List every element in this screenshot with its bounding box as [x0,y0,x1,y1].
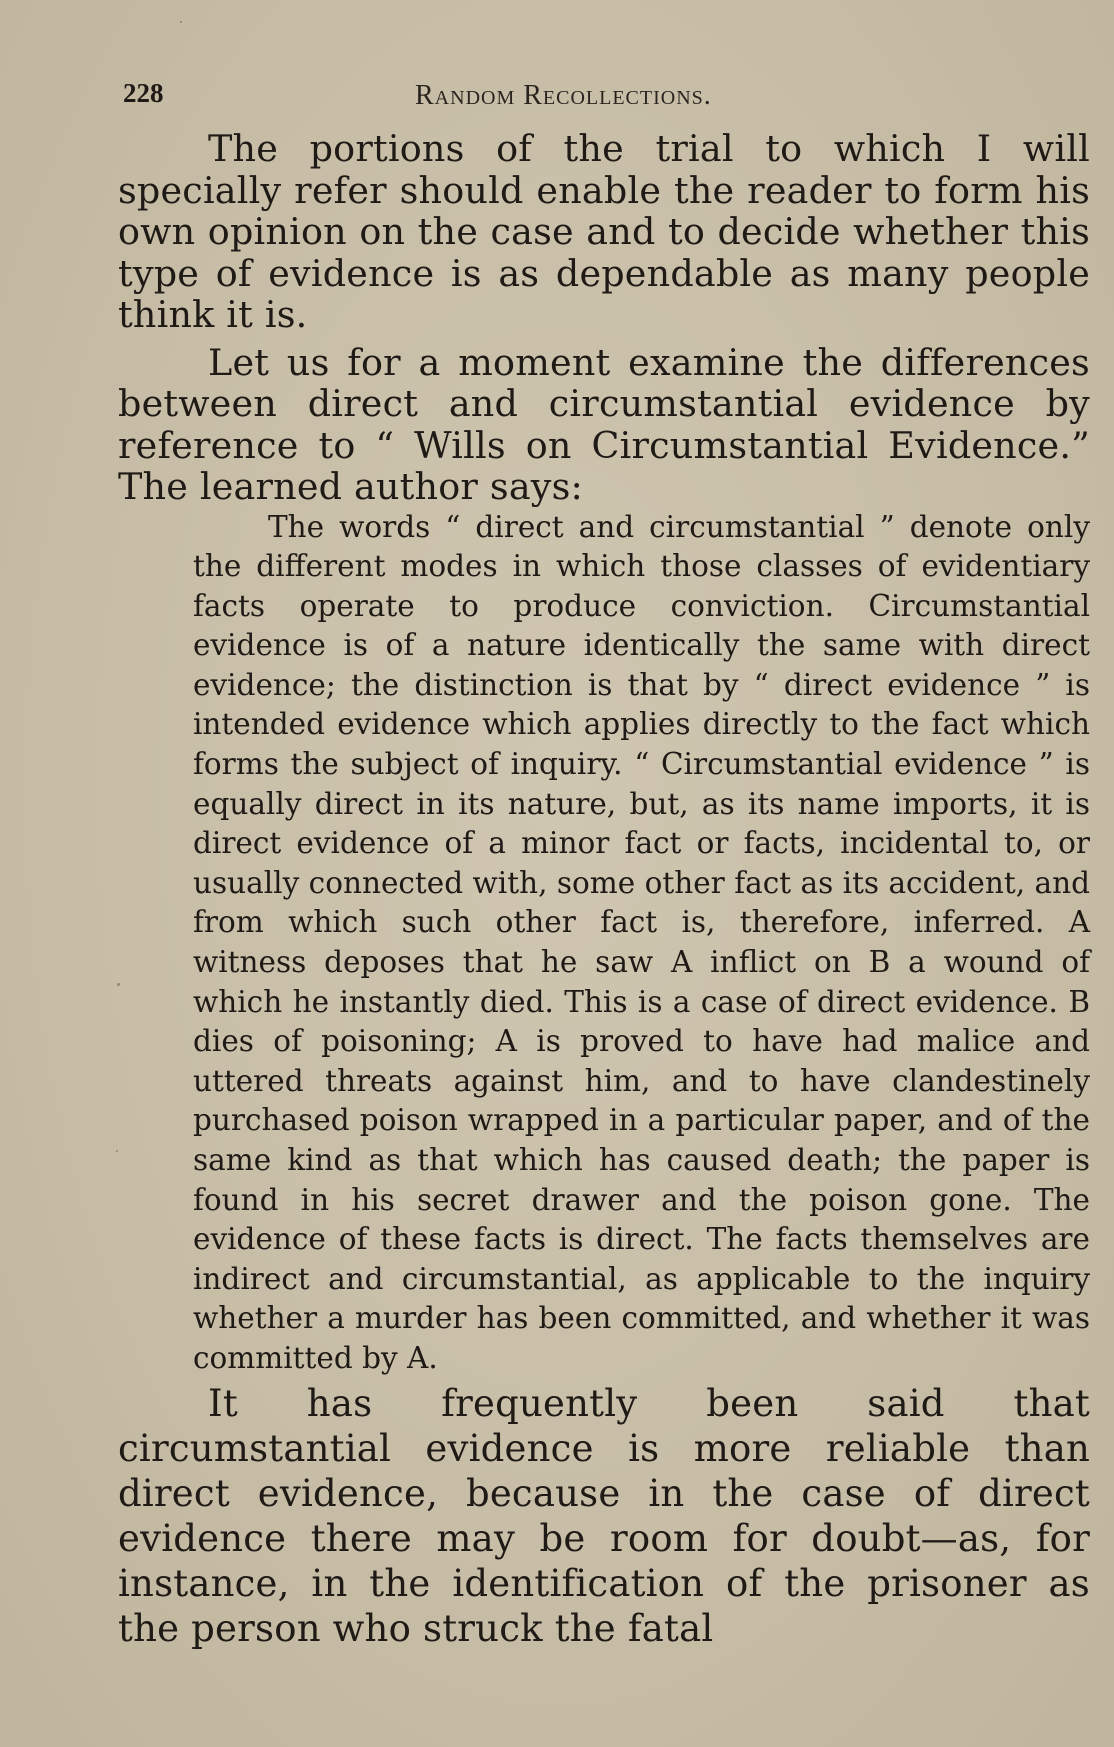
paper-speck [116,1150,118,1152]
paragraph-3: It has frequently been said that circumstantial evidence is more reliable than direct evidence, because in the case of direct evidence there may be room for doubt—as, for instance, in the identification of the prisoner as the person who struck the fatal [118,1381,1090,1650]
page-body [118,128,1090,1651]
page-number: 228 [123,78,164,108]
page-header [123,72,1093,112]
paper-speck [117,983,120,986]
paragraph-2: Let us for a moment examine the differences between direct and circumstantial evidence by reference to “ Wills on Circumstantial Evidence.” The learned author says: [118,340,1090,508]
paragraph-1: The portions of the trial to which I will specially refer should enable the reader to form his own opinion on the case and to decide whether this type of evidence is as dependable as many people think it is. [118,127,1090,336]
block-quote: The words “ direct and circumstantial ” denote only the different modes in which those classes of evidentiary facts operate to produce conviction. Circumstantial evidence is of a nature identically the same with direct evidence; the distinction is that by “ direct evidence ” is intended evidence which applies directly to the fact which forms the subject of inquiry. “ Circumstantial evidence ” is equally direct in its nature, but, as its name imports, it is direct evidence of a minor fact or facts, incidental to, or usually connected with, some other fact as its accident, and from which such other fact is, therefore, inferred. A witness deposes that he saw A inflict on B a wound of which he instantly died. This is a case of direct evidence. B dies of poisoning; A is proved to have had malice and uttered threats against him, and to have clandestinely purchased poison wrapped in a particular paper, and of the same kind as that which has caused death; the paper is found in his secret drawer and the poison gone. The evidence of these facts is direct. The facts themselves are indirect and circumstantial, as applicable to the inquiry whether a murder has been committed, and whether it was committed by A. [193,509,1090,1375]
paper-speck [180,21,182,23]
running-title: Random Recollections. [415,80,712,111]
